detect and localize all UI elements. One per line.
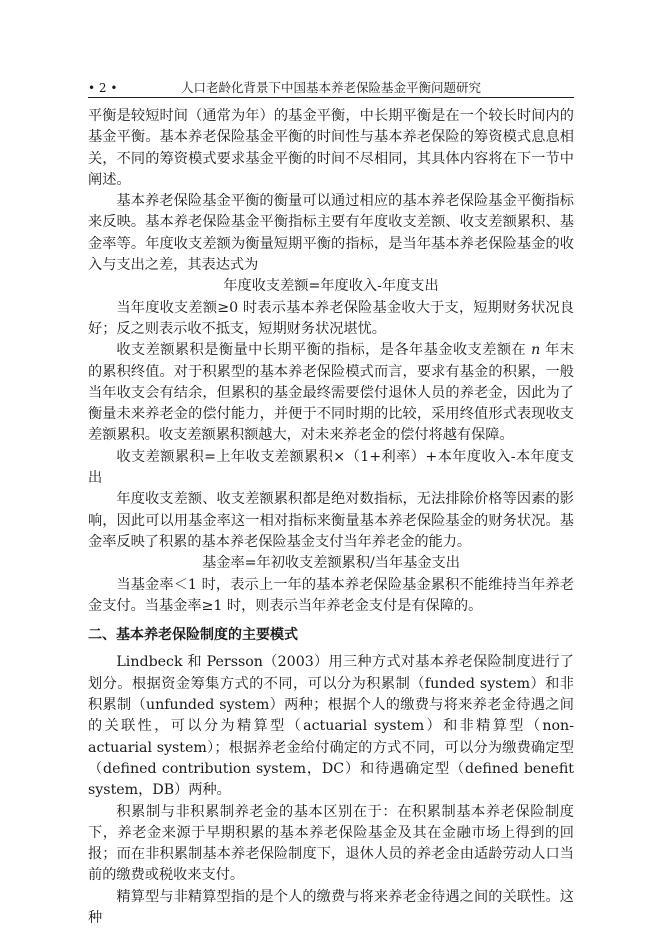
variable-n: n [531,342,541,359]
paragraph-text: 年末的累积终值。对于积累型的基本养老保险模式而言，要求有基金的积累，一般当年收支会有结余，但累积的基金最终需要偿付退休人员的养老金，因此为了衡量未来养老金的偿付能力，并便于不同时期的比较，采用终值形式表现收支差额累积。收支差额累积额越大，对未来养老金的偿付将越有保障。 [88,342,574,444]
paragraph: 平衡是较短时间（通常为年）的基金平衡，中长期平衡是在一个较长时间内的基金平衡。基本养老保险基金平衡的时间性与基本养老保险的筹资模式息息相关，不同的筹资模式要求基金平衡的时间不尽相同，其具体内容将在下一节中阐述。 [88,108,574,188]
section-heading: 二、基本养老保险制度的主要模式 [88,627,298,644]
paragraph [88,340,574,446]
paragraph: Lindbeck 和 Persson（2003）用三种方式对基本养老保险制度进行了划分。根据资金筹集方式的不同，可以分为积累制（funded system）和非积累制（unfunded system）两种；根据个人的缴费与将来养老金待遇之间的关联性，可以分为精算型（actuarial system）和非精算型（non-actuarial system）；根据养老金给付确定的方式不同，可以分为缴费确定型（defined contribution system，DC）和待遇确定型（defined benefit system，DB）两种。 [88,654,574,799]
page-body [88,106,574,929]
paragraph: 精算型与非精算型指的是个人的缴费与将来养老金待遇之间的关联性。这种 [88,888,574,926]
formula-cumulative-balance: 收支差额累积=上年收支差额累积×（1+利率）+本年度收入-本年度支出 [88,448,574,487]
page-number: • 2 • [88,81,118,95]
paragraph: 积累制与非积累制养老金的基本区别在于：在积累制基本养老保险制度下，养老金来源于早期积累的基本养老保险基金及其在金融市场上得到的回报；而在非积累制基本养老保险制度下，退休人员的养老金由适龄劳动人口当前的缴费或税收来支付。 [88,803,574,884]
paragraph: 当基金率＜1 时，表示上一年的基本养老保险基金累积不能维持当年养老金支付。当基金率≥1 时，则表示当年养老金支付是有保障的。 [88,576,574,614]
header-rule [88,97,574,98]
paragraph: 基本养老保险基金平衡的衡量可以通过相应的基本养老保险基金平衡指标来反映。基本养老保险基金平衡指标主要有年度收支差额、收支差额累积、基金率等。年度收支差额为衡量短期平衡的指标，是当年基本养老保险基金的收入与支出之差，其表达式为 [88,193,574,274]
paragraph: 年度收支差额、收支差额累积都是绝对数指标，无法排除价格等因素的影响，因此可以用基金率这一相对指标来衡量基本养老保险基金的财务状况。基金率反映了积累的基本养老保险基金支付当年养老金的能力。 [88,491,574,550]
paragraph-text: 收支差额累积是衡量中长期平衡的指标，是各年基金收支差额在 [116,342,532,359]
running-title: 人口老龄化背景下中国基本养老保险基金平衡问题研究 [180,80,481,95]
formula-fund-ratio: 基金率=年初收支差额累积/当年基金支出 [202,555,460,572]
formula-annual-balance: 年度收支差额=年度收入-年度支出 [223,278,439,295]
paragraph: 当年度收支差额≥0 时表示基本养老保险基金收大于支，短期财务状况良好；反之则表示收不抵支，短期财务状况堪忧。 [88,299,574,337]
